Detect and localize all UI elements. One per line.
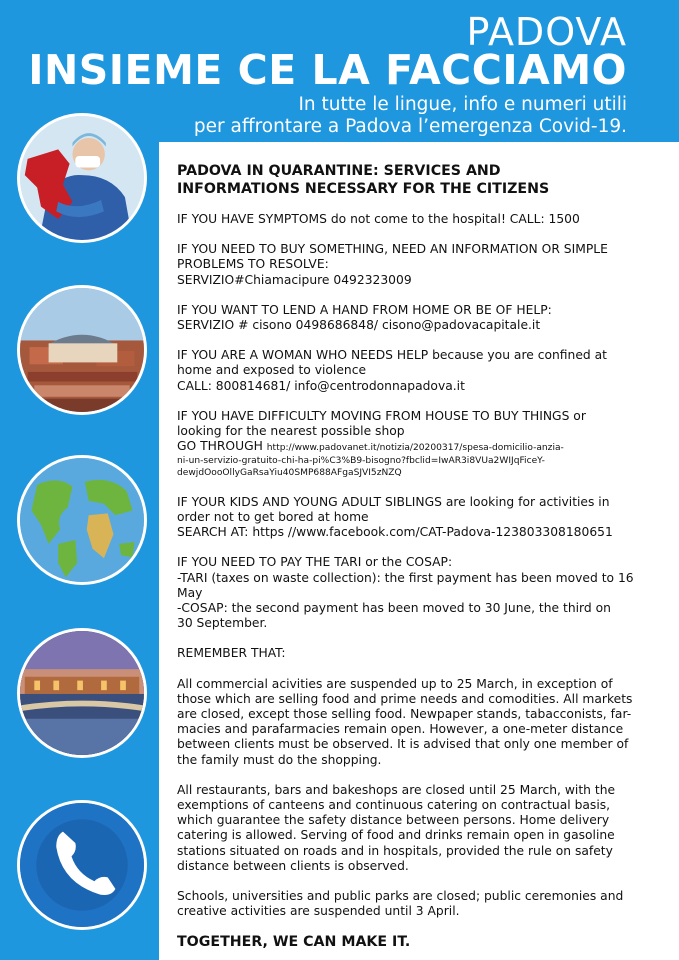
restaurants-paragraph bbox=[177, 783, 645, 874]
padova-city-view-image bbox=[17, 285, 147, 415]
woman-line-3: CALL: 800814681/ info@centrodonnapadova.it bbox=[177, 378, 465, 393]
subtitle-line-1: In tutte le lingue, info e numeri utili bbox=[298, 94, 627, 115]
restaurants-line-1: All restaurants, bars and bakeshops are closed until 25 March, with the bbox=[177, 782, 616, 797]
doctor-with-map-image bbox=[17, 113, 147, 243]
kids-line-3: SEARCH AT: https //www.facebook.com/CAT-Padova-123803308180651 bbox=[177, 525, 613, 540]
need-paragraph bbox=[177, 242, 645, 288]
kids-line-2: order not to get bored at home bbox=[177, 509, 369, 524]
tari-line-3: May bbox=[177, 585, 203, 600]
schools-line-2: creative activities are suspended until 3 April. bbox=[177, 904, 460, 919]
moving-paragraph bbox=[177, 409, 645, 480]
commercial-line-6: the family must do the shopping. bbox=[177, 752, 382, 767]
commercial-line-1: All commercial acivities are suspended up to 25 March, in exception of bbox=[177, 676, 613, 691]
remember-text: REMEMBER THAT: bbox=[177, 646, 286, 661]
moving-go-label: GO THROUGH bbox=[177, 439, 267, 454]
restaurants-line-5: stations situated on roads and in hospitals, provided the rule on safety bbox=[177, 843, 613, 858]
slogan-title: INSIEME CE LA FACCIAMO bbox=[28, 46, 627, 94]
tari-paragraph bbox=[177, 555, 645, 631]
remember-heading bbox=[177, 646, 645, 661]
document-title bbox=[177, 162, 645, 198]
restaurants-line-6: distance between clients is observed. bbox=[177, 858, 409, 873]
help-line-2: SERVIZIO # cisono 0498686848/ cisono@padovacapitale.it bbox=[177, 318, 541, 333]
commercial-paragraph bbox=[177, 677, 645, 768]
need-line-2: PROBLEMS TO RESOLVE: bbox=[177, 257, 329, 272]
symptoms-paragraph bbox=[177, 212, 645, 227]
moving-line-3 bbox=[177, 439, 645, 455]
moving-url-part-1[interactable]: http://www.padovanet.it/notizia/20200317/spesa-domicilio-anzia- bbox=[266, 443, 564, 454]
subtitle-line-2: per affrontare a Padova l’emergenza Covid-19. bbox=[193, 116, 627, 137]
restaurants-line-4: catering is allowed. Serving of food and drinks remain open in gasoline bbox=[177, 828, 615, 843]
moving-line-2: looking for the nearest possible shop bbox=[177, 424, 405, 439]
restaurants-line-2: exemptions of canteens and continuous catering on contractual basis, bbox=[177, 797, 611, 812]
city-name: PADOVA bbox=[466, 10, 627, 54]
help-paragraph bbox=[177, 303, 645, 333]
tari-line-2: -TARI (taxes on waste collection): the first payment has been moved to 16 bbox=[177, 570, 634, 585]
tari-line-4: -COSAP: the second payment has been moved to 30 June, the third on bbox=[177, 600, 611, 615]
need-line-1: IF YOU NEED TO BUY SOMETHING, NEED AN INFORMATION OR SIMPLE bbox=[177, 242, 608, 257]
help-line-1: IF YOU WANT TO LEND A HAND FROM HOME OR BE OF HELP: bbox=[177, 302, 552, 317]
phone-icon bbox=[17, 800, 147, 930]
schools-line-1: Schools, universities and public parks are closed; public ceremonies and bbox=[177, 889, 624, 903]
moving-url-part-2[interactable]: ni-un-servizio-gratuito-chi-ha-pi%C3%B9-bisogno?fbclid=IwAR3i8VUa2WIJqFiceY- bbox=[177, 455, 545, 466]
earth-globe-image bbox=[17, 455, 147, 585]
woman-paragraph bbox=[177, 348, 645, 394]
moving-url-part-3[interactable]: dewjdOooOllyGaRsaYiu40SMP688AFgaSJVI5zNZQ bbox=[177, 468, 402, 479]
commercial-line-2: those which are selling food and prime needs and comodities. All markets bbox=[177, 691, 633, 706]
title-line-2: INFORMATIONS NECESSARY FOR THE CITIZENS bbox=[177, 181, 550, 197]
kids-paragraph bbox=[177, 495, 645, 541]
info-text-body bbox=[177, 162, 645, 951]
moving-line-1: IF YOU HAVE DIFFICULTY MOVING FROM HOUSE TO BUY THINGS or bbox=[177, 408, 586, 423]
commercial-line-3: are closed, except those selling food. Newpaper stands, tabacconists, far- bbox=[177, 706, 632, 721]
restaurants-line-3: which guarantee the safety distance between persons. Home delivery bbox=[177, 813, 610, 828]
schools-paragraph bbox=[177, 889, 645, 919]
tari-line-1: IF YOU NEED TO PAY THE TARI or the COSAP: bbox=[177, 555, 453, 570]
tari-line-5: 30 September. bbox=[177, 616, 268, 631]
kids-line-1: IF YOUR KIDS AND YOUNG ADULT SIBLINGS are looking for activities in bbox=[177, 494, 610, 509]
prato-della-valle-image bbox=[17, 628, 147, 758]
title-line-1: PADOVA IN QUARANTINE: SERVICES AND bbox=[177, 163, 501, 179]
woman-line-2: home and exposed to violence bbox=[177, 363, 367, 378]
woman-line-1: IF YOU ARE A WOMAN WHO NEEDS HELP because you are confined at bbox=[177, 348, 607, 363]
commercial-line-4: macies and parafarmacies remain open. However, a one-meter distance bbox=[177, 722, 624, 737]
commercial-line-5: between clients must be observed. It is advised that only one member of bbox=[177, 737, 629, 752]
closing-slogan: TOGETHER, WE CAN MAKE IT. bbox=[177, 934, 411, 951]
need-line-3: SERVIZIO#Chiamacipure 0492323009 bbox=[177, 272, 412, 287]
symptoms-text: IF YOU HAVE SYMPTOMS do not come to the hospital! CALL: 1500 bbox=[177, 212, 580, 226]
